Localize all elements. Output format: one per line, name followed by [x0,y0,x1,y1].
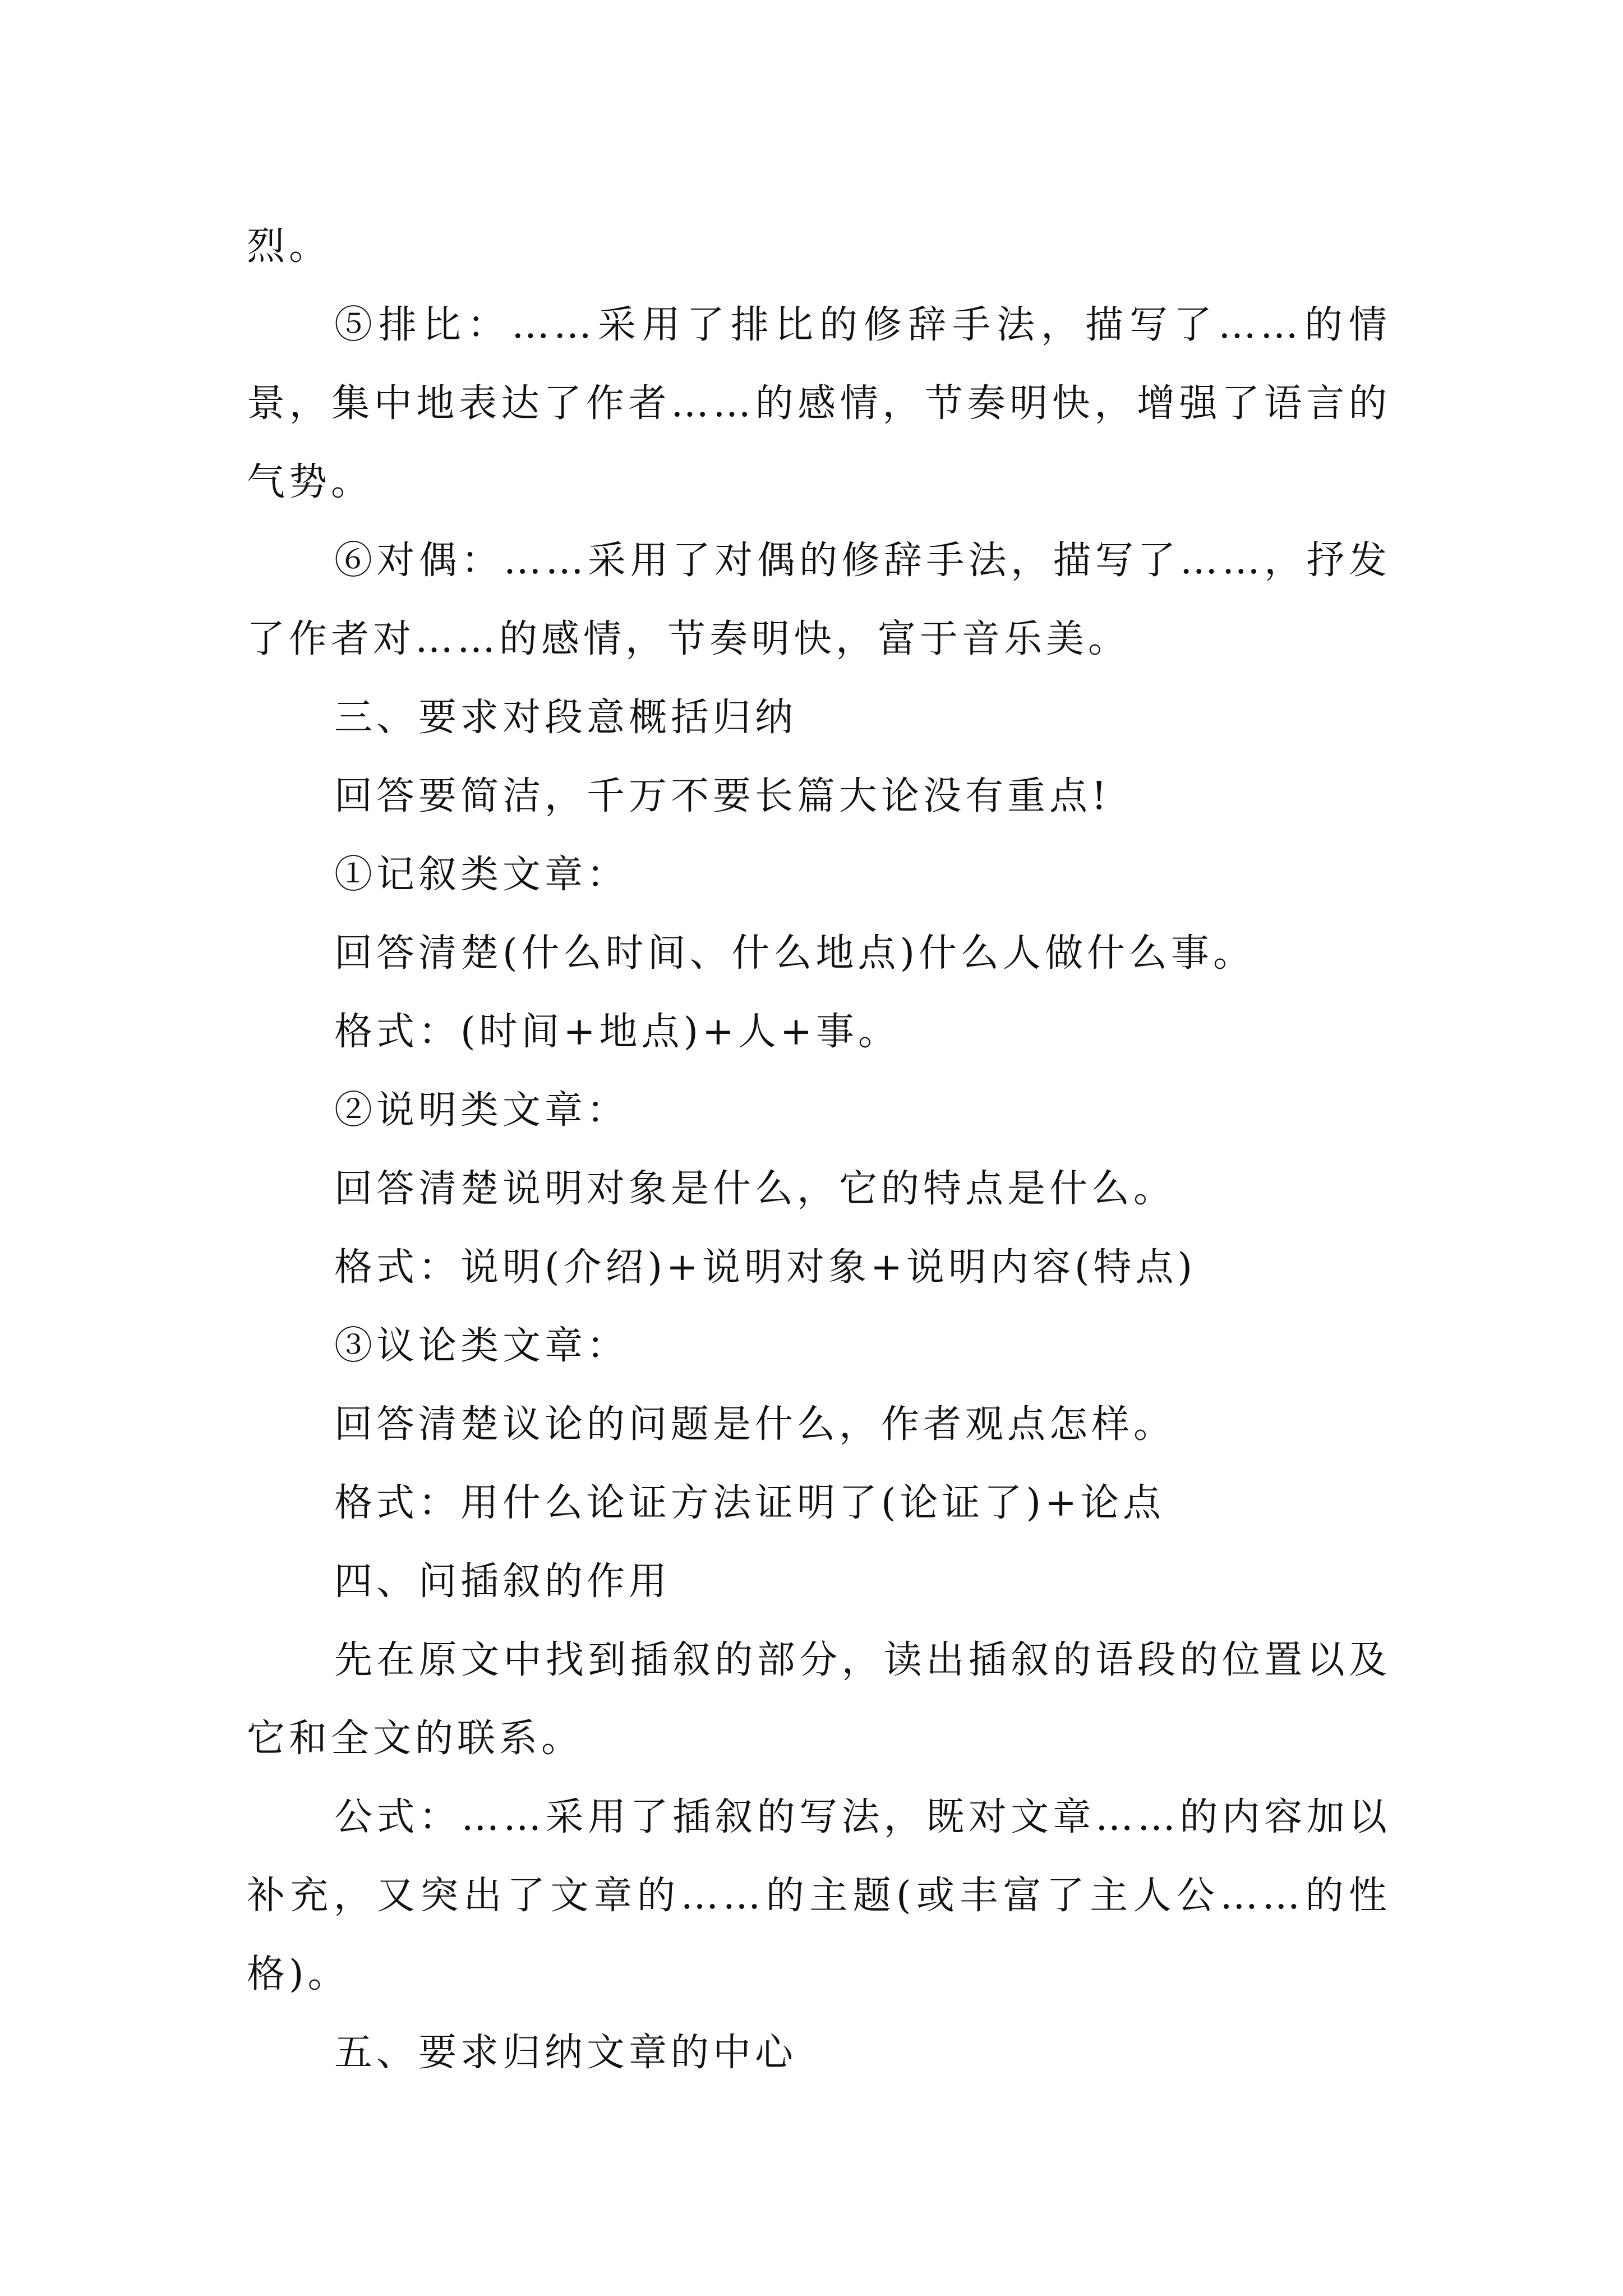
subheading-expository: ②说明类文章： [334,1088,629,1133]
section-heading-4: 四、问插叙的作用 [334,1559,671,1604]
paragraph-summary-tip: 回答要简洁，千万不要长篇大论没有重点! [334,774,1111,818]
section-heading-3: 三、要求对段意概括归纳 [334,696,797,740]
subheading-argumentative: ③议论类文章： [334,1324,629,1368]
paragraph-flashback-method: 先在原文中找到插叙的部分，读出插叙的语段的位置以及它和全文的联系。 [247,1638,1391,1761]
subheading-narrative: ①记叙类文章： [334,853,629,897]
paragraph-argumentative-answer: 回答清楚议论的问题是什么，作者观点怎样。 [334,1402,1176,1447]
section-heading-5: 五、要求归纳文章的中心 [334,2031,797,2075]
paragraph-expository-format: 格式：说明(介绍)+说明对象+说明内容(特点) [334,1245,1197,1290]
paragraph-argumentative-format: 格式：用什么论证方法证明了(论证了)+论点 [334,1481,1165,1525]
paragraph-narrative-format: 格式：(时间+地点)+人+事。 [334,1010,900,1054]
paragraph-expository-answer: 回答清楚说明对象是什么，它的特点是什么。 [334,1167,1176,1211]
paragraph-continuation: 烈。 [247,224,331,269]
paragraph-narrative-answer: 回答清楚(什么时间、什么地点)什么人做什么事。 [334,931,1256,976]
paragraph-flashback-formula: 公式：……采用了插叙的写法，既对文章……的内容加以补充，又突出了文章的……的主题(或丰富了主人公……的性格)。 [247,1795,1391,1996]
paragraph-parallelism: ⑤排比：……采用了排比的修辞手法，描写了……的情景，集中地表达了作者……的感情，节奏明快，增强了语言的气势。 [247,303,1391,504]
paragraph-antithesis: ⑥对偶：……采用了对偶的修辞手法，描写了……，抒发了作者对……的感情，节奏明快，富于音乐美。 [247,539,1391,661]
document-body [247,208,1391,2092]
